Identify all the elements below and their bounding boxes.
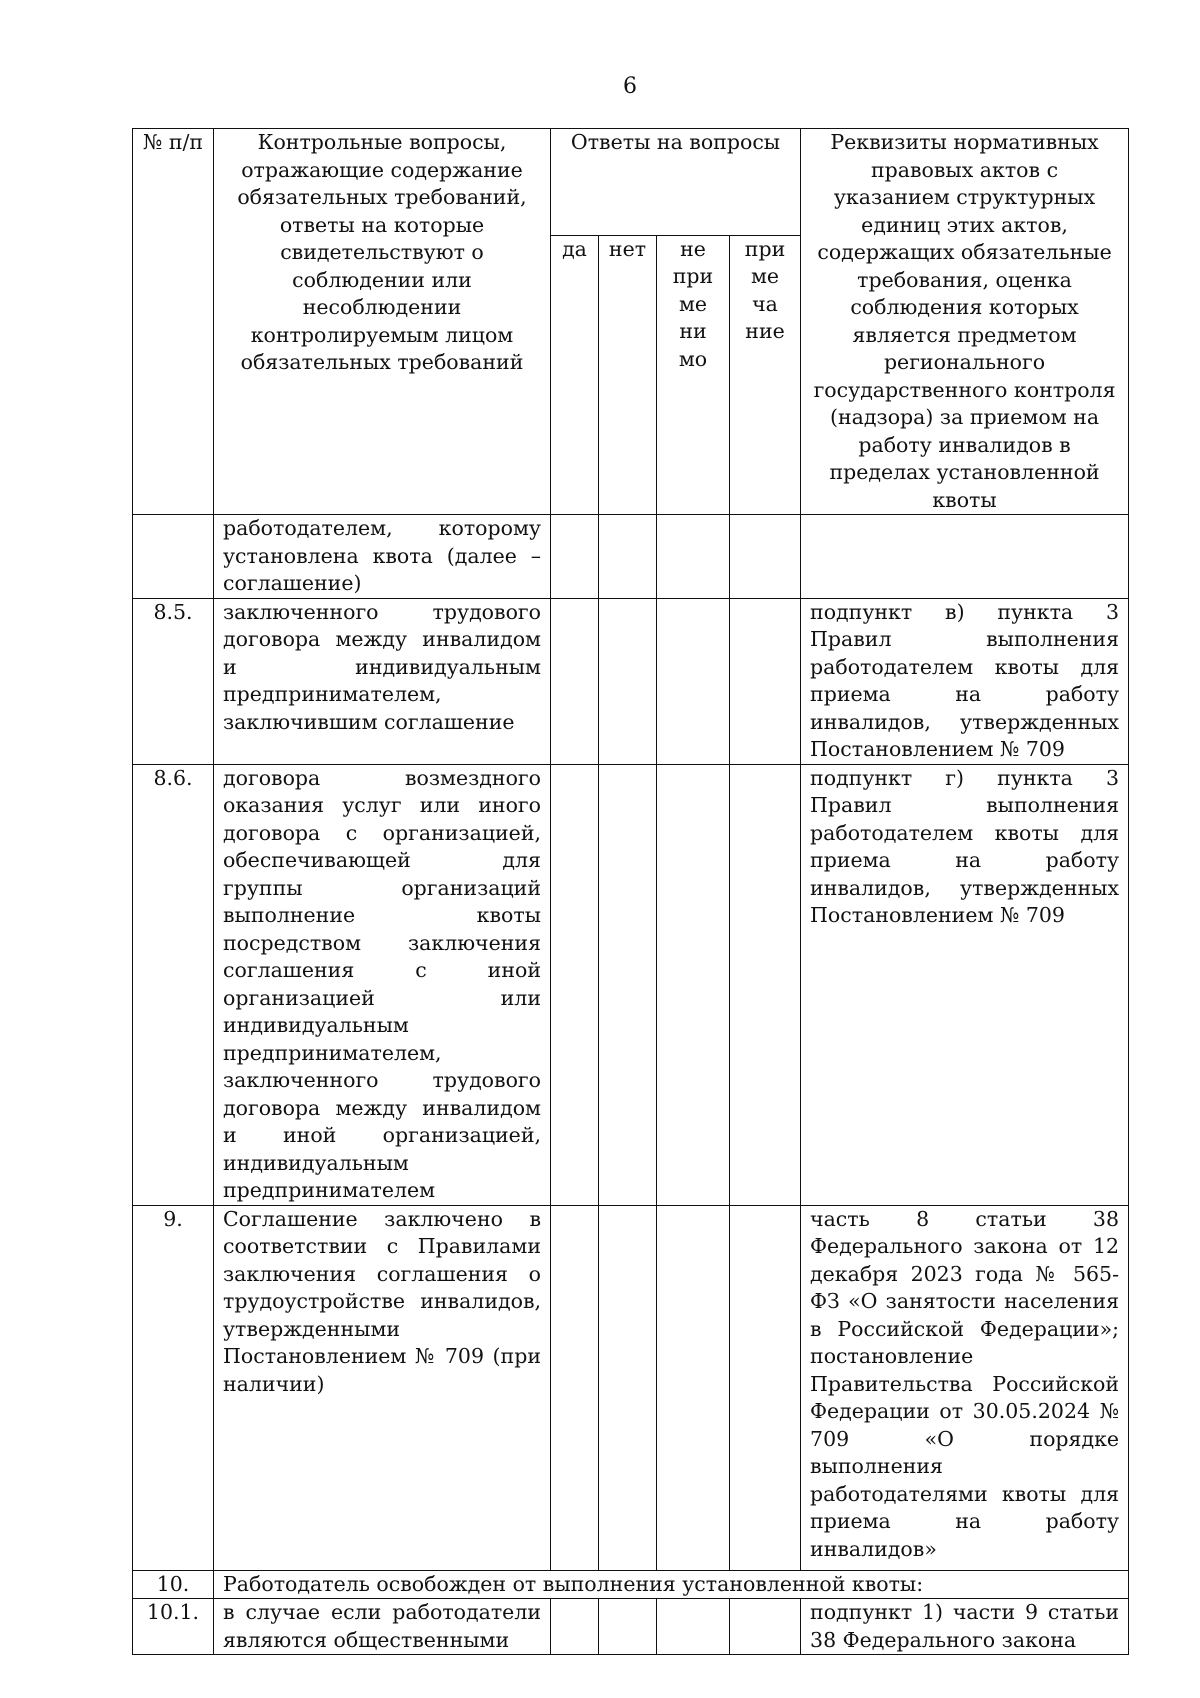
header-answers: Ответы на вопросы (551, 129, 801, 236)
table-row (133, 1599, 1129, 1655)
row-question: заключенного трудового договора между инвалидом и индивидуальным предпринимателем, заключившим соглашение (214, 598, 551, 764)
answer-note-cell[interactable] (730, 598, 801, 764)
row-question: Соглашение заключено в соответствии с Правилами заключения соглашения о трудоустройстве инвалидов, утвержденными Постановлением № 709 (при наличии) (214, 1205, 551, 1570)
header-not-applicable: не при ме ни мо (657, 235, 730, 514)
header-questions: Контрольные вопросы, отражающие содержание обязательных требований, ответы на которые свидетельствуют о соблюдении или несоблюдении контролируемым лицом обязательных требований (214, 129, 551, 515)
answer-no-cell[interactable] (599, 764, 657, 1205)
answer-not-applicable-cell[interactable] (657, 764, 730, 1205)
answer-no-cell[interactable] (599, 598, 657, 764)
answer-not-applicable-cell[interactable] (657, 1599, 730, 1655)
table-row (133, 515, 1129, 599)
answer-yes-cell[interactable] (551, 764, 599, 1205)
answer-yes-cell[interactable] (551, 598, 599, 764)
row-requisites: подпункт 1) части 9 статьи 38 Федерального закона (801, 1599, 1129, 1655)
row-num (133, 515, 214, 599)
row-num: 10. (133, 1570, 214, 1599)
answer-no-cell[interactable] (599, 515, 657, 599)
row-requisites: подпункт в) пункта 3 Правил выполнения работодателем квоты для приема на работу инвалидов, утвержденных Постановлением № 709 (801, 598, 1129, 764)
header-no: нет (599, 235, 657, 514)
row-question: работодателем, которому установлена квота (далее – соглашение) (214, 515, 551, 599)
header-row (133, 129, 1129, 236)
row-num: 8.6. (133, 764, 214, 1205)
answer-note-cell[interactable] (730, 515, 801, 599)
row-question: договора возмездного оказания услуг или иного договора с организацией, обеспечивающей для группы организаций выполнение квоты посредством заключения соглашения с иной организацией или индивидуальным предпринимателем, заключенного трудового договора между инвалидом и иной организацией, индивидуальным предпринимателем (214, 764, 551, 1205)
answer-no-cell[interactable] (599, 1599, 657, 1655)
row-requisites: подпункт г) пункта 3 Правил выполнения работодателем квоты для приема на работу инвалидов, утвержденных Постановлением № 709 (801, 764, 1129, 1205)
header-num: № п/п (133, 129, 214, 515)
row-num: 9. (133, 1205, 214, 1570)
header-requisites: Реквизиты нормативных правовых актов с указанием структурных единиц этих актов, содержащих обязательные требования, оценка соблюдения которых является предметом регионального государственного контроля (надзора) за приемом на работу инвалидов в пределах установленной квоты (801, 129, 1129, 515)
table-row (133, 598, 1129, 764)
answer-yes-cell[interactable] (551, 1205, 599, 1570)
row-num: 10.1. (133, 1599, 214, 1655)
checklist-table (132, 128, 1129, 1655)
answer-yes-cell[interactable] (551, 1599, 599, 1655)
answer-note-cell[interactable] (730, 764, 801, 1205)
header-note: при ме ча ние (730, 235, 801, 514)
table-row (133, 764, 1129, 1205)
row-requisites: часть 8 статьи 38 Федерального закона от 12 декабря 2023 года № 565-ФЗ «О занятости населения в Российской Федерации»; постановление Правительства Российской Федерации от 30.05.2024 № 709 «О порядке выполнения работодателями квоты для приема на работу инвалидов» (801, 1205, 1129, 1570)
answer-no-cell[interactable] (599, 1205, 657, 1570)
answer-not-applicable-cell[interactable] (657, 1205, 730, 1570)
table-row (133, 1570, 1129, 1599)
answer-not-applicable-cell[interactable] (657, 515, 730, 599)
row-requisites (801, 515, 1129, 599)
row-question: в случае если работодатели являются общественными (214, 1599, 551, 1655)
answer-note-cell[interactable] (730, 1599, 801, 1655)
answer-yes-cell[interactable] (551, 515, 599, 599)
answer-not-applicable-cell[interactable] (657, 598, 730, 764)
row-num: 8.5. (133, 598, 214, 764)
row-section-heading: Работодатель освобожден от выполнения установленной квоты: (214, 1570, 1129, 1599)
page-number: 6 (623, 74, 637, 99)
table-row (133, 1205, 1129, 1570)
answer-note-cell[interactable] (730, 1205, 801, 1570)
header-yes: да (551, 235, 599, 514)
